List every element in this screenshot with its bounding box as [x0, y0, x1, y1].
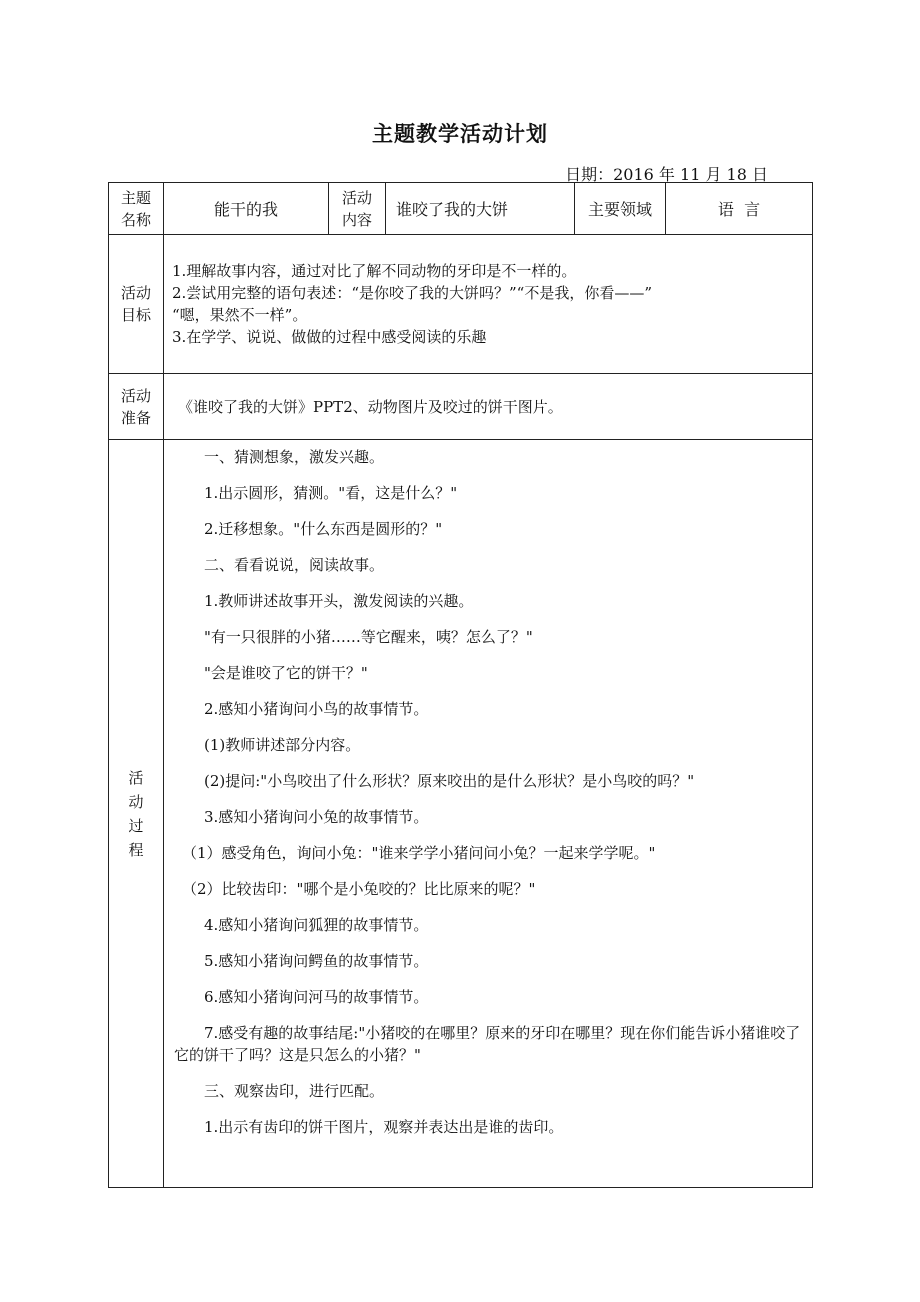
activity-content-value: 谁咬了我的大饼 — [386, 183, 575, 235]
process-step: 4.感知小猪询问狐狸的故事情节。 — [204, 916, 429, 934]
process-step: 5.感知小猪询问鳄鱼的故事情节。 — [204, 952, 429, 970]
main-domain-label: 主要领域 — [575, 183, 666, 235]
page-title: 主题教学活动计划 — [372, 122, 548, 146]
process-step: 1.教师讲述故事开头，激发阅读的兴趣。 — [204, 592, 474, 610]
prep-row — [109, 374, 813, 440]
activity-prep-label: 活动 准备 — [109, 374, 164, 440]
process-step: 1.出示有齿印的饼干图片，观察并表达出是谁的齿印。 — [204, 1118, 564, 1136]
activity-content-label: 活动 内容 — [329, 183, 386, 235]
activity-prep-content: 《谁咬了我的大饼》PPT2、动物图片及咬过的饼干图片。 — [164, 374, 813, 440]
process-row — [109, 440, 813, 1188]
process-step: "会是谁咬了它的饼干？" — [204, 664, 368, 682]
theme-name-value: 能干的我 — [164, 183, 329, 235]
process-step: 2.迁移想象。"什么东西是圆形的？" — [204, 520, 443, 538]
process-step: 2.感知小猪询问小鸟的故事情节。 — [204, 700, 429, 718]
header-row — [109, 183, 813, 235]
goal-line: 2.尝试用完整的语句表述：“是你咬了我的大饼吗？”“不是我，你看——” — [172, 284, 652, 302]
date-line: 日期：2016 年 11 月 18 日 — [565, 165, 768, 184]
activity-process-content — [164, 440, 813, 1188]
activity-process-label: 活 动 过 程 — [109, 440, 164, 1188]
theme-name-label: 主题 名称 — [109, 183, 164, 235]
activity-goals-label: 活动 目标 — [109, 235, 164, 374]
goal-line: 1.理解故事内容，通过对比了解不同动物的牙印是不一样的。 — [172, 262, 577, 280]
process-step: (1)教师讲述部分内容。 — [204, 736, 361, 754]
goal-line: 3.在学学、说说、做做的过程中感受阅读的乐趣 — [172, 328, 487, 346]
process-step: 7.感受有趣的故事结尾:"小猪咬的在哪里？原来的牙印在哪里？现在你们能告诉小猪谁咬了它的饼干了吗？这是只怎么的小猪？" — [174, 1024, 801, 1064]
process-step: 1.出示圆形，猜测。"看，这是什么？" — [204, 484, 458, 502]
process-step: 一、猜测想象，激发兴趣。 — [204, 448, 385, 466]
process-step: 3.感知小猪询问小兔的故事情节。 — [204, 808, 429, 826]
goals-row — [109, 235, 813, 374]
activity-goals-content — [164, 235, 813, 374]
goal-line: “嗯，果然不一样”。 — [172, 306, 308, 324]
process-step: (2)提问:"小鸟咬出了什么形状？原来咬出的是什么形状？是小鸟咬的吗？" — [204, 772, 695, 790]
process-step: 三、观察齿印，进行匹配。 — [204, 1082, 385, 1100]
process-step: 二、看看说说，阅读故事。 — [204, 556, 385, 574]
plan-table — [108, 182, 813, 1188]
process-step: 6.感知小猪询问河马的故事情节。 — [204, 988, 429, 1006]
process-step: （2）比较齿印："哪个是小兔咬的？比比原来的呢？" — [182, 880, 536, 898]
process-step: "有一只很胖的小猪……等它醒来，咦？怎么了？" — [204, 628, 533, 646]
process-step: （1）感受角色，询问小兔："谁来学学小猪问问小兔？一起来学学呢。" — [182, 844, 656, 862]
main-domain-value: 语 言 — [666, 183, 813, 235]
